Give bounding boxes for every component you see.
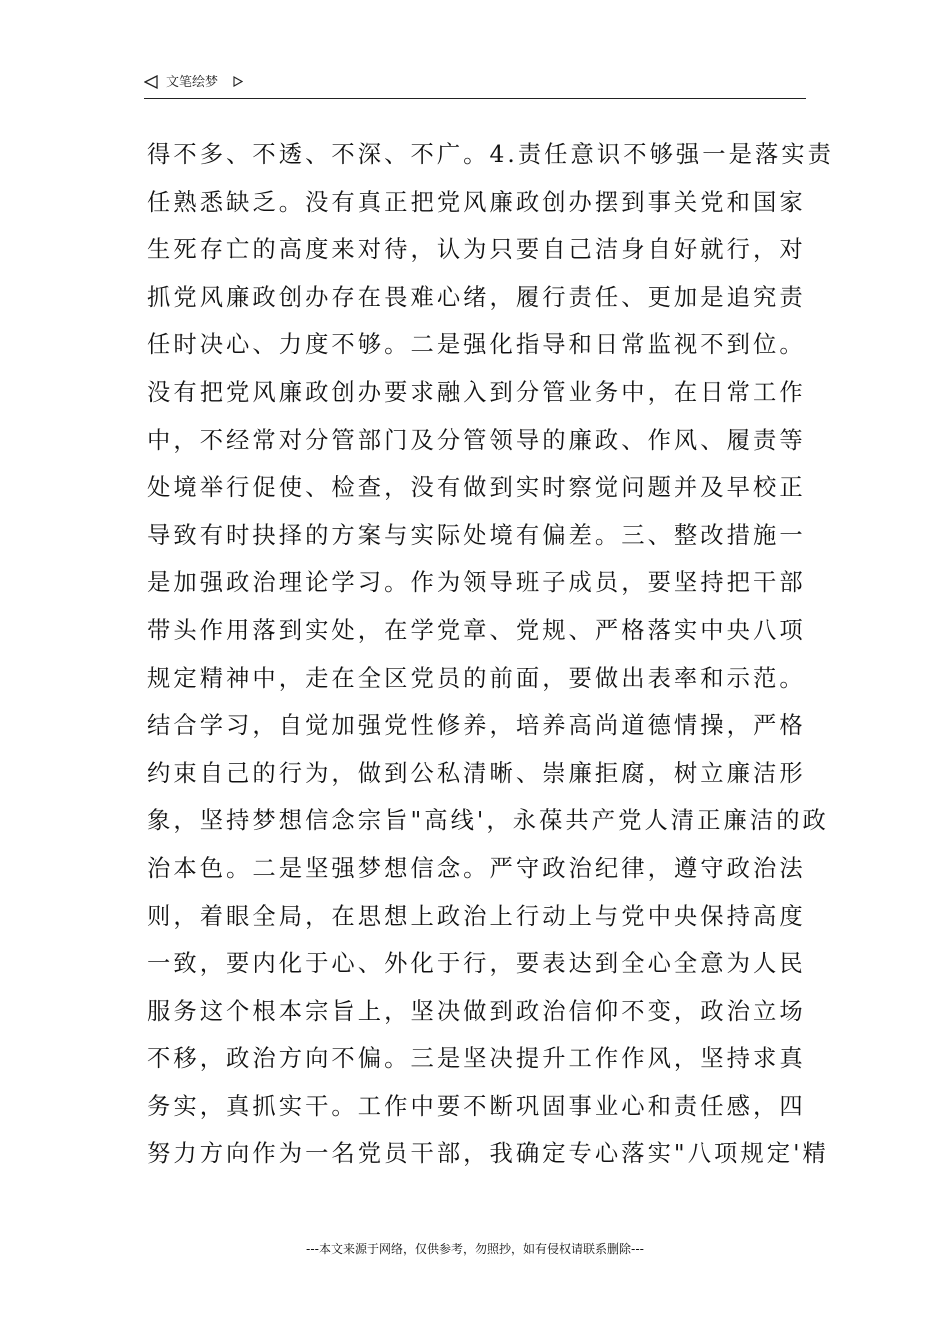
body-line: 是加强政治理论学习。作为领导班子成员，要坚持把干部: [147, 569, 806, 597]
body-line: 得不多、不透、不深、不广。4.责任意识不够强一是落实责: [147, 141, 834, 168]
body-line: 不移，政治方向不偏。三是坚决提升工作作风，坚持求真: [147, 1045, 806, 1073]
body-line: 则，着眼全局，在思想上政治上行动上与党中央保持高度: [147, 902, 806, 930]
body-line: 结合学习，自觉加强党性修养，培养高尚道德情操，严格: [147, 712, 806, 740]
body-line: 带头作用落到实处，在学党章、党规、严格落实中央八项: [147, 616, 806, 644]
body-line: 象，坚持梦想信念宗旨"高线'，永葆共产党人清正廉洁的政: [147, 807, 829, 835]
body-line: 抓党风廉政创办存在畏难心绪，履行责任、更加是追究责: [147, 283, 806, 311]
body-line: 治本色。二是坚强梦想信念。严守政治纪律，遵守政治法: [147, 854, 806, 882]
body-line: 务实，真抓实干。工作中要不断巩固事业心和责任感，四: [147, 1092, 806, 1120]
body-line: 导致有时抉择的方案与实际处境有偏差。三、整改措施一: [147, 521, 806, 549]
body-line: 任时决心、力度不够。二是强化指导和日常监视不到位。: [147, 331, 806, 359]
body-line: 服务这个根本宗旨上，坚决做到政治信仰不变，政治立场: [147, 997, 806, 1025]
footer-disclaimer: ---本文来源于网络，仅供参考，勿照抄，如有侵权请联系删除---: [306, 1242, 644, 1256]
triangle-left-outline-icon: [144, 75, 158, 89]
body-line: 中，不经常对分管部门及分管领导的廉政、作风、履责等: [147, 426, 806, 454]
page-header: [144, 70, 806, 99]
body-line: 一致，要内化于心、外化于行，要表达到全心全意为人民: [147, 950, 806, 978]
document-body: [147, 131, 834, 1178]
body-line: 没有把党风廉政创办要求融入到分管业务中，在日常工作: [147, 378, 806, 406]
body-line: 生死存亡的高度来对待，认为只要自己洁身自好就行，对: [147, 236, 806, 264]
triangle-right-outline-icon: [233, 76, 243, 87]
body-line: 规定精神中，走在全区党员的前面，要做出表率和示范。: [147, 664, 806, 692]
body-line: 处境举行促使、检查，没有做到实时察觉问题并及早校正: [147, 474, 806, 502]
header-title: 文笔绘梦: [166, 75, 219, 90]
body-line: 约束自己的行为，做到公私清晰、崇廉拒腐，树立廉洁形: [147, 759, 806, 787]
body-line: 努力方向作为一名党员干部，我确定专心落实"八项规定'精: [147, 1140, 829, 1168]
body-line: 任熟悉缺乏。没有真正把党风廉政创办摆到事关党和国家: [147, 188, 806, 216]
